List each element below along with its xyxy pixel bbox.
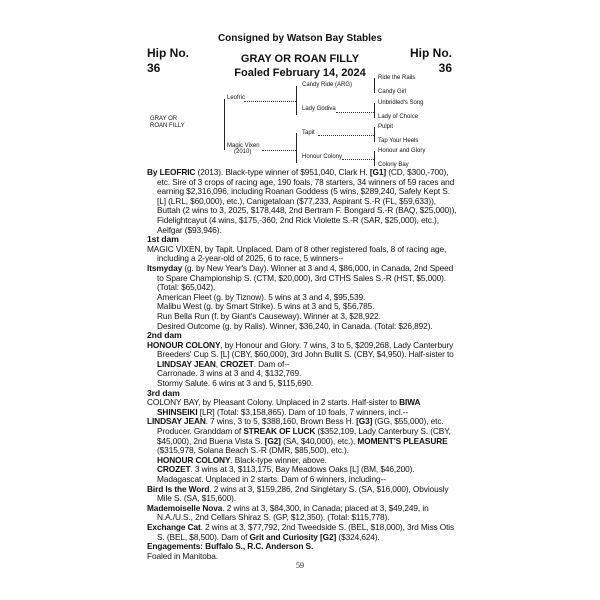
pedigree-sire: Leofric — [227, 95, 246, 101]
separator: , — [215, 358, 221, 369]
produce-record: Carronade. 3 wins at 3 and 4, $132,769. — [157, 368, 302, 379]
runner-text: (SA, $40,000), etc.), — [280, 435, 358, 446]
subject-line-2: ROAN FILLY — [150, 123, 185, 129]
pedigree-dam-sire: Tapit — [302, 130, 315, 136]
sire-text: (CD, $300,-700), etc. Sire of 3 crops of racing age, 190 foals, 78 starters, 34 winners of 59 races and earning $2,316,096, including Roanan Goddess (5 wins, $289,240, Safely Kept S. [L] (LRL, $60,000), etc.), Canigetaloan ($77,233, Aspirant S.-R (FL, $59,633)), Buttah (2 wins to 3, 2025, $178,448, 2nd Bertram F. Bongard S.-R (BAQ, $25,000)), Fidelightcayut (4 wins, $175,-360, 2nd Rick Violette S.-R (SAR, $25,000), etc.), Aelfgar ($93,946). — [157, 167, 457, 235]
grade-badge: [G2] — [264, 435, 281, 446]
pedigree-subject — [150, 116, 185, 130]
runner-text: . 3 wins at 3, $113,175, Bay Meadows Oaks [L] (BM, $46,200). — [190, 464, 415, 475]
runner-name: Mademoiselle Nova — [147, 502, 223, 513]
pedigree-sire-sire: Candy Ride (ARG) — [302, 82, 353, 88]
hip-label: Hip No. — [410, 46, 452, 60]
pedigree-sire-dam: Lady Godiva — [302, 106, 336, 112]
runner-name: LINDSAY JEAN — [147, 416, 206, 427]
sibling-name: CROZET — [220, 358, 254, 369]
sire-text: (2013). Black-type winner of $951,040, Clark H. — [195, 167, 370, 177]
runner-name: Exchange Cat — [147, 521, 201, 532]
runner-text: . 2 wins at 3, $84,300, in Canada; placed at 3, $49,249, in N.A./U.S., 2nd Cellars Shiraz S. (GP, $12,350). (Total: $115,778). — [157, 502, 429, 523]
runner-name: Bird Is the Word — [147, 483, 210, 494]
produce-record — [147, 504, 461, 523]
hip-number: 36 — [438, 61, 452, 75]
hip-label: Hip No. — [147, 46, 189, 60]
pedigree-dss: Pulpit — [378, 124, 394, 130]
foaled-in: Foaled in Manitoba. — [147, 550, 218, 561]
grade-badge: [G3] — [356, 416, 373, 427]
produce-record — [147, 417, 461, 455]
dam-text: [LR] (Total: $3,158,865). Dam of 10 foals, 7 winners, incl.-- — [197, 406, 409, 417]
dam-text: , by Honour and Glory. 7 wins, 3 to 5, $209,268, Lady Canterbury Breeders' Cup S. [L] (CBY, $60,000), 3rd John Bullit S. (CBY, $4,950). Half-sister to — [157, 339, 454, 360]
produce-record: American Fleet (g. by Tiznow). 5 wins at 3 and 4, $95,539. — [157, 291, 366, 302]
dam-text: . Dam of-- — [253, 358, 290, 369]
runner-text: . 2 wins at 3, $159,286, 2nd Singletary S. (SA, $16,000), Obviously Mile S. (SA, $15,600). — [157, 483, 449, 504]
runner-name: CROZET — [157, 464, 191, 475]
runner-name: STREAK OF LUCK — [243, 426, 316, 437]
engagements: Engagements: Buffalo S., R.C. Anderson S. — [147, 541, 314, 552]
produce-record: Malibu West (g. by Smart Strike). 5 wins at 3 and 5, $56,785. — [157, 301, 375, 312]
horse-title — [0, 52, 600, 80]
produce-record: Madagascat. Unplaced in 2 starts. Dam of 6 winners, including-- — [157, 474, 386, 484]
sibling-name: LINDSAY JEAN — [157, 358, 216, 369]
runner-name: MOMENT'S PLEASURE — [357, 435, 448, 446]
consignor-line: Consigned by Watson Bay Stables — [217, 33, 383, 44]
runner-text: ($352,109, Lady Canterbury S. (CBY, $45,000), 2nd Buena Vista S. — [157, 426, 451, 446]
produce-record: Run Bella Run (f. by Giant's Causeway). Winner at 3, $28,922. — [157, 310, 381, 321]
section-heading-1st-dam: 1st dam — [147, 234, 179, 245]
pedigree-ddd: Colony Bay — [378, 162, 409, 168]
runner-text: . Black-type winner, above. — [230, 454, 327, 465]
grade-badge: [G1] — [369, 167, 387, 177]
horse-description: GRAY OR ROAN FILLY — [240, 53, 360, 65]
runner-text: (g. by New Year's Day). Winner at 3 and 4, $86,000, in Canada, 2nd Speed to Spare Championship S. (CTM, $20,000), 3rd CTHS Sales S.-R (HST, $5,000). (Total: $65,042). — [157, 262, 454, 293]
runner-text: . 7 wins, 3 to 5, $388,160, Brown Bess H. — [205, 416, 357, 427]
page-number: 59 — [296, 561, 304, 570]
runner-text: ($324,624). — [336, 531, 380, 542]
subject-line-1: GRAY OR — [150, 116, 178, 122]
runner-name: Grit and Curiosity — [249, 531, 318, 542]
produce-record — [147, 485, 461, 504]
produce-record — [147, 264, 461, 293]
third-dam-intro — [147, 398, 461, 417]
pedigree-dam-year: (2010) — [234, 149, 252, 155]
dam-text: COLONY BAY, by Pleasant Colony. Unplaced in 2 starts. Half-sister to — [147, 397, 400, 408]
grade-badge: [G2] — [320, 531, 337, 542]
runner-text: . 2 wins at 3, $77,792, 2nd Tweedside S. (BEL, $18,000), 3rd Miss Otis S. (BEL, $8,500). Dam of — [157, 521, 455, 542]
sire-lead: By LEOFRIC — [147, 167, 196, 177]
sibling-name: BIWA SHINSEIKI — [157, 397, 421, 417]
pedigree-sds: Unbridled's Song — [378, 100, 424, 106]
pedigree-sdd: Lady of Choice — [378, 114, 419, 120]
pedigree-dam-dam: Honour Colony — [302, 154, 343, 160]
first-dam-intro: MAGIC VIXEN, by Tapit. Unplaced. Dam of 8 other registered foals, 8 of racing age, including a 2-year-old of 2025, 6 to race, 5 winners-- — [147, 243, 447, 264]
second-dam-record — [147, 341, 461, 370]
runner-text: ($315,978, Solana Beach S.-R (DMR, $85,500), etc.). — [157, 445, 349, 456]
hip-number: 36 — [147, 61, 161, 75]
dam-name: HONOUR COLONY — [147, 339, 221, 350]
section-heading-2nd-dam: 2nd dam — [147, 330, 182, 341]
runner-text: (GG, $55,000), etc. Producer. Granddam of — [157, 416, 444, 437]
runner-name: HONOUR COLONY — [157, 454, 231, 465]
produce-record: Desired Outcome (g. by Ralis). Winner, $36,240, in Canada. (Total: $26,892). — [157, 320, 433, 331]
pedigree-sss: Ride the Rails — [378, 75, 416, 81]
pedigree-dam: Magic Vixen — [227, 143, 260, 149]
pedigree-dds: Honour and Glory — [378, 148, 426, 154]
catalog-page-body — [147, 168, 461, 561]
sire-paragraph — [147, 168, 461, 235]
runner-name: Itsmyday — [147, 262, 183, 273]
produce-record — [147, 523, 461, 542]
pedigree-ssd: Candy Girl — [378, 89, 407, 95]
section-heading-3rd-dam: 3rd dam — [147, 387, 180, 398]
foaled-date: Foaled February 14, 2024 — [234, 67, 366, 79]
produce-record: Stormy Salute. 6 wins at 3 and 5, $115,690. — [157, 378, 314, 389]
pedigree-dsd: Tap Your Heels — [378, 138, 419, 144]
